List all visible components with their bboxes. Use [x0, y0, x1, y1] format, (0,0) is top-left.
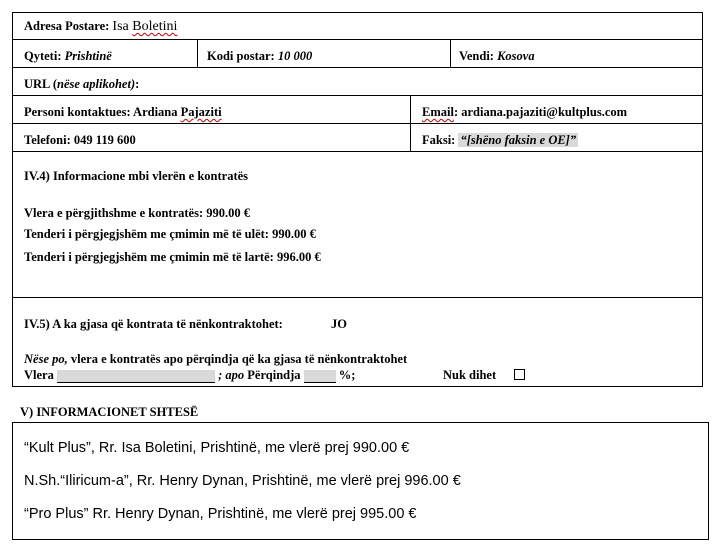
- phone-value: 049 119 600: [73, 133, 136, 147]
- row-divider: [12, 95, 703, 96]
- email-cell: [422, 105, 627, 119]
- column-divider: [450, 39, 451, 67]
- country-value: Kosova: [497, 49, 535, 63]
- country-label: Vendi:: [459, 49, 494, 63]
- percent-sign: %;: [338, 368, 356, 382]
- url-label: URL (nëse aplikohet):: [24, 77, 140, 91]
- contact-value: Ardiana Pajaziti: [133, 105, 222, 119]
- unknown-label: Nuk dihet: [443, 368, 497, 382]
- additional-info-line: N.Sh.“Iliricum-a”, Rr. Henry Dynan, Prishtinë, me vlerë prej 996.00 €: [24, 473, 461, 489]
- subcontract-answer: JO: [331, 317, 347, 331]
- address-value: Isa Boletini: [112, 19, 178, 34]
- email-value[interactable]: : ardiana.pajaziti@kultplus.com: [453, 105, 628, 119]
- fax-label: Faksi:: [422, 133, 456, 147]
- value-input[interactable]: [57, 370, 215, 383]
- section-v-title: V) INFORMACIONET SHTESË: [20, 405, 199, 419]
- country-cell: [459, 49, 535, 63]
- additional-info-line: “Pro Plus” Rr. Henry Dynan, Prishtinë, me vlerë prej 995.00 €: [24, 506, 417, 522]
- percent-label: Përqindja: [247, 368, 301, 382]
- postal-label: Kodi postar:: [207, 49, 275, 63]
- contact-label: Personi kontaktues:: [24, 105, 131, 119]
- if-yes-line: Nëse po, vlera e kontratës apo përqindja që ka gjasa të nënkontraktohet: [24, 352, 408, 366]
- additional-info-line: “Kult Plus”, Rr. Isa Boletini, Prishtinë, me vlerë prej 990.00 €: [24, 440, 410, 456]
- highest-tender-row: Tenderi i përgjegjshëm me çmimin më të lartë: 996.00 €: [24, 250, 321, 264]
- percent-input[interactable]: [304, 370, 336, 383]
- subcontract-question: IV.5) A ka gjasa që kontrata të nënkontraktohet:: [24, 317, 283, 331]
- email-label: Email: [422, 105, 454, 119]
- or-label: ; apo: [218, 368, 245, 382]
- row-divider: [12, 151, 703, 152]
- total-value-row: Vlera e përgjithshme e kontratës: 990.00 €: [24, 206, 250, 220]
- address-label: Adresa Postare:: [24, 19, 110, 33]
- row-divider: [12, 67, 703, 68]
- row-divider: [12, 123, 703, 124]
- row-divider: [12, 39, 703, 40]
- address-row: [24, 19, 177, 34]
- column-divider: [197, 39, 198, 67]
- iv4-title: IV.4) Informacione mbi vlerën e kontratës: [24, 169, 249, 183]
- fax-value[interactable]: “[shëno faksin e OE]”: [460, 133, 577, 147]
- unknown-checkbox[interactable]: [514, 369, 525, 380]
- phone-label: Telefoni:: [24, 133, 71, 147]
- subcontract-value-line: [24, 368, 355, 383]
- city-cell: [24, 49, 112, 63]
- lowest-tender-row: Tenderi i përgjegjshëm me çmimin më të ulët: 990.00 €: [24, 227, 316, 241]
- postal-value: 10 000: [277, 49, 313, 63]
- city-value: Prishtinë: [64, 49, 112, 63]
- column-divider: [410, 95, 411, 151]
- phone-cell: [24, 133, 136, 147]
- fax-cell: [422, 133, 578, 147]
- row-divider: [12, 297, 703, 298]
- city-label: Qyteti:: [24, 49, 62, 63]
- value-label: Vlera: [24, 368, 54, 382]
- contact-cell: [24, 105, 222, 119]
- postal-cell: [207, 49, 312, 63]
